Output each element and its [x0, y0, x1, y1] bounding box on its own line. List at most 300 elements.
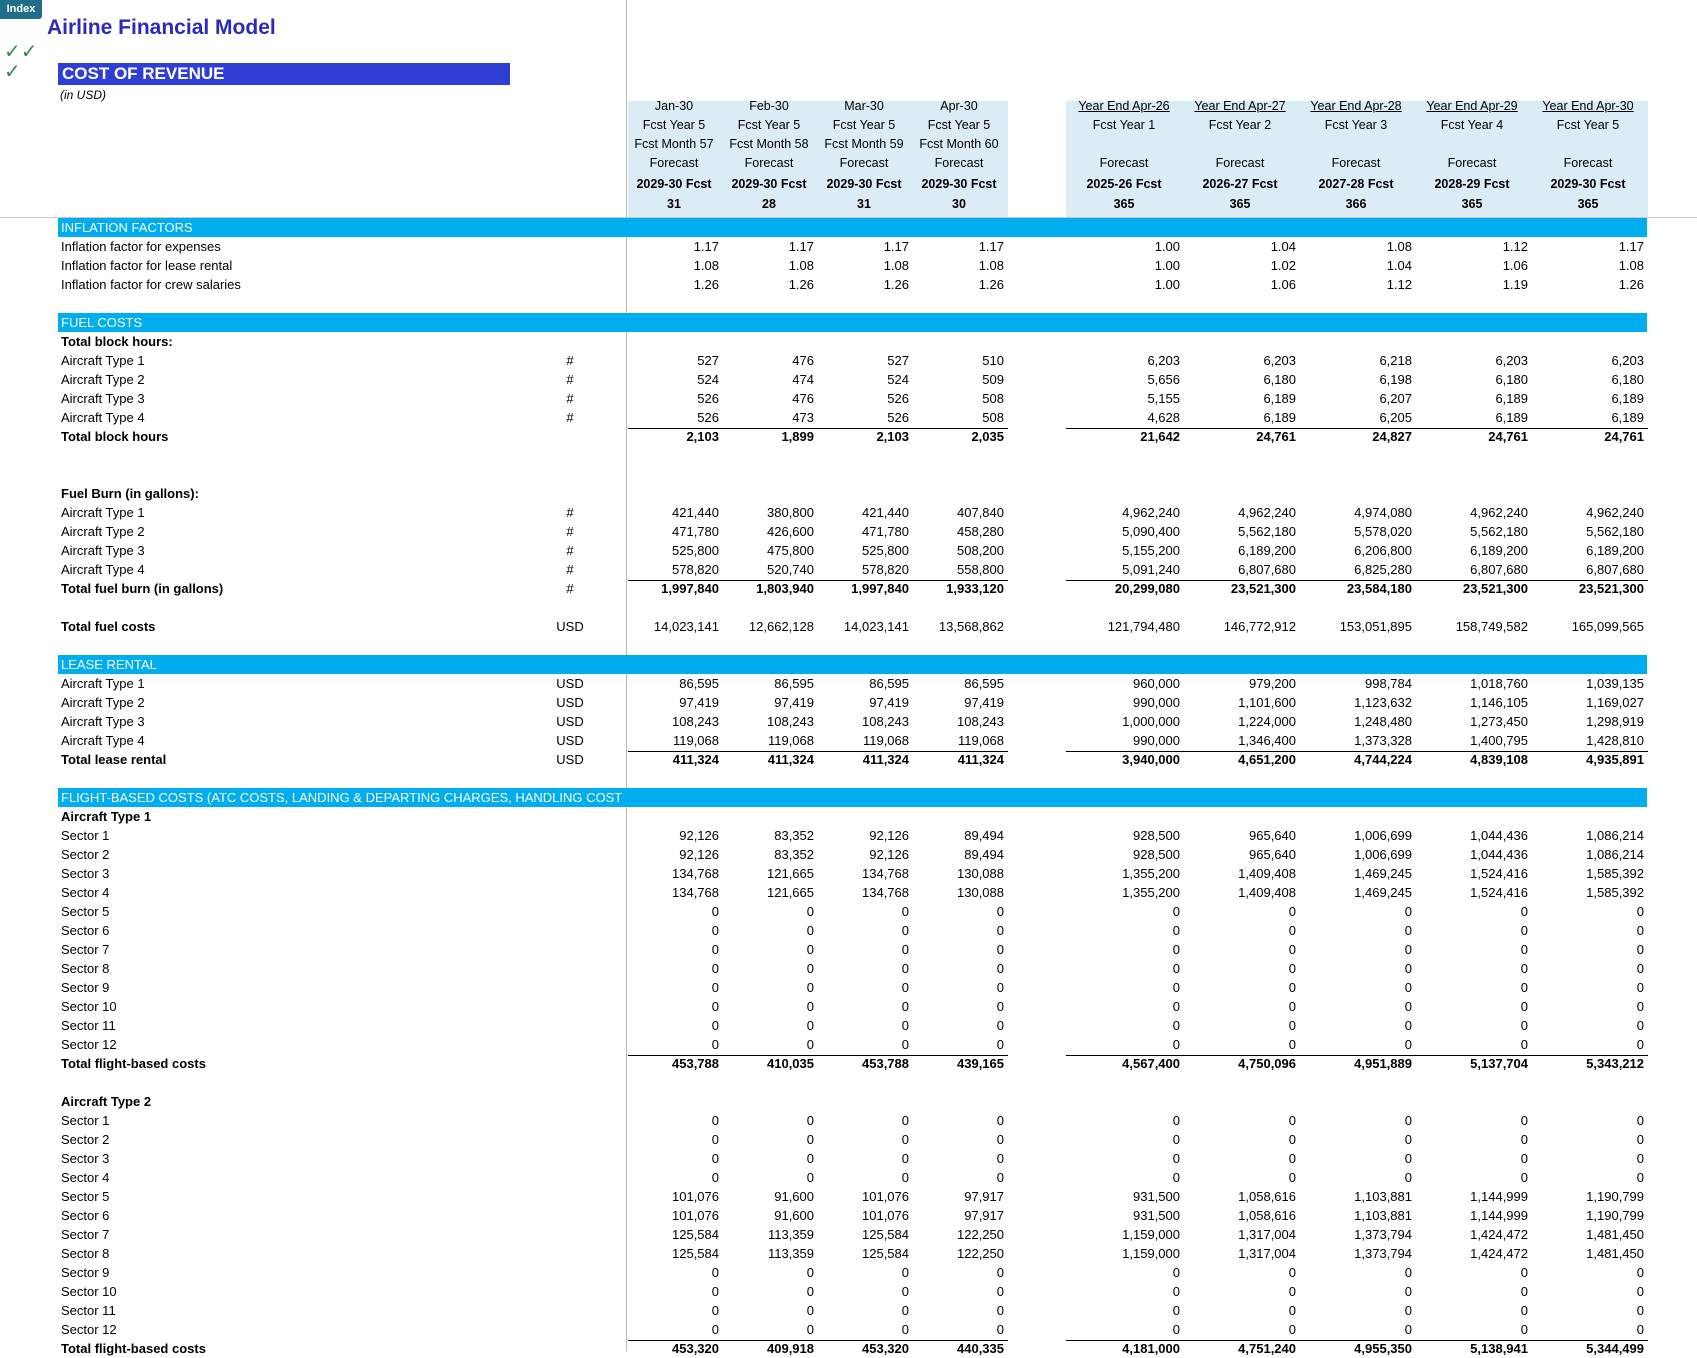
- value-cell[interactable]: 0: [1520, 1018, 1528, 1033]
- value-cell[interactable]: 4,750,096: [1238, 1056, 1296, 1071]
- value-cell[interactable]: 158,749,582: [1455, 619, 1528, 634]
- value-cell[interactable]: 0: [1636, 1037, 1644, 1052]
- value-cell[interactable]: 0: [1636, 1170, 1644, 1185]
- value-cell[interactable]: 97,917: [964, 1208, 1004, 1223]
- value-cell[interactable]: 0: [996, 1037, 1004, 1052]
- value-cell[interactable]: 0: [1520, 1170, 1528, 1185]
- value-cell[interactable]: 1,058,616: [1238, 1208, 1296, 1223]
- value-cell[interactable]: 5,656: [1147, 372, 1180, 387]
- value-cell[interactable]: 108,243: [767, 714, 814, 729]
- value-cell[interactable]: 931,500: [1133, 1189, 1180, 1204]
- value-cell[interactable]: 0: [711, 1037, 719, 1052]
- value-cell[interactable]: 4,974,080: [1354, 505, 1412, 520]
- value-cell[interactable]: 6,189: [1495, 410, 1528, 425]
- value-cell[interactable]: 1.19: [1502, 277, 1528, 292]
- value-cell[interactable]: 0: [1404, 1303, 1412, 1318]
- value-cell[interactable]: 525,800: [862, 543, 909, 558]
- value-cell[interactable]: 0: [711, 999, 719, 1014]
- value-cell[interactable]: 92,126: [679, 828, 719, 843]
- value-cell[interactable]: 1,039,135: [1586, 676, 1644, 691]
- value-cell[interactable]: 0: [1172, 980, 1180, 995]
- value-cell[interactable]: 411,324: [957, 752, 1004, 767]
- value-cell[interactable]: 89,494: [964, 847, 1004, 862]
- value-cell[interactable]: 0: [711, 942, 719, 957]
- value-cell[interactable]: 0: [1288, 923, 1296, 938]
- value-cell[interactable]: 0: [1404, 1113, 1412, 1128]
- value-cell[interactable]: 0: [1520, 1303, 1528, 1318]
- value-cell[interactable]: 0: [806, 1018, 814, 1033]
- value-cell[interactable]: 6,189: [1611, 410, 1644, 425]
- value-cell[interactable]: 1,006,699: [1354, 828, 1412, 843]
- value-cell[interactable]: 960,000: [1133, 676, 1180, 691]
- value-cell[interactable]: 1,524,416: [1470, 866, 1528, 881]
- value-cell[interactable]: 134,768: [672, 885, 719, 900]
- value-cell[interactable]: 108,243: [862, 714, 909, 729]
- value-cell[interactable]: 0: [1172, 1170, 1180, 1185]
- value-cell[interactable]: 1.17: [788, 239, 814, 254]
- value-cell[interactable]: 1,409,408: [1238, 866, 1296, 881]
- value-cell[interactable]: 4,962,240: [1470, 505, 1528, 520]
- value-cell[interactable]: 0: [901, 1113, 909, 1128]
- value-cell[interactable]: 125,584: [862, 1246, 909, 1261]
- value-cell[interactable]: 6,198: [1379, 372, 1412, 387]
- value-cell[interactable]: 6,807,680: [1238, 562, 1296, 577]
- value-cell[interactable]: 0: [1636, 1303, 1644, 1318]
- value-cell[interactable]: 6,825,280: [1354, 562, 1412, 577]
- value-cell[interactable]: 1,298,919: [1586, 714, 1644, 729]
- value-cell[interactable]: 0: [711, 980, 719, 995]
- value-cell[interactable]: 0: [806, 1037, 814, 1052]
- value-cell[interactable]: 91,600: [774, 1208, 814, 1223]
- value-cell[interactable]: 5,138,941: [1470, 1341, 1528, 1356]
- value-cell[interactable]: 134,768: [862, 885, 909, 900]
- value-cell[interactable]: 5,090,400: [1122, 524, 1180, 539]
- value-cell[interactable]: 0: [1636, 904, 1644, 919]
- value-cell[interactable]: 0: [996, 999, 1004, 1014]
- value-cell[interactable]: 0: [711, 961, 719, 976]
- value-cell[interactable]: 119,068: [767, 733, 814, 748]
- value-cell[interactable]: 0: [1636, 1265, 1644, 1280]
- value-cell[interactable]: 0: [996, 1170, 1004, 1185]
- value-cell[interactable]: 4,935,891: [1586, 752, 1644, 767]
- value-cell[interactable]: 0: [806, 923, 814, 938]
- value-cell[interactable]: 0: [1404, 1151, 1412, 1166]
- value-cell[interactable]: 0: [1520, 923, 1528, 938]
- value-cell[interactable]: 101,076: [862, 1208, 909, 1223]
- value-cell[interactable]: 0: [1636, 923, 1644, 938]
- value-cell[interactable]: 1.17: [883, 239, 909, 254]
- value-cell[interactable]: 1,355,200: [1122, 866, 1180, 881]
- value-cell[interactable]: 0: [806, 999, 814, 1014]
- value-cell[interactable]: 101,076: [862, 1189, 909, 1204]
- value-cell[interactable]: 2,103: [876, 429, 909, 444]
- value-cell[interactable]: 526: [697, 410, 719, 425]
- value-cell[interactable]: 1,373,794: [1354, 1246, 1412, 1261]
- value-cell[interactable]: 1,469,245: [1354, 885, 1412, 900]
- value-cell[interactable]: 113,359: [767, 1246, 814, 1261]
- value-cell[interactable]: 83,352: [774, 847, 814, 862]
- value-cell[interactable]: 0: [806, 1151, 814, 1166]
- value-cell[interactable]: 0: [1404, 942, 1412, 957]
- value-cell[interactable]: 1,585,392: [1586, 885, 1644, 900]
- value-cell[interactable]: 83,352: [774, 828, 814, 843]
- value-cell[interactable]: 1,899: [781, 429, 814, 444]
- value-cell[interactable]: 0: [1172, 961, 1180, 976]
- value-cell[interactable]: 0: [711, 1322, 719, 1337]
- value-cell[interactable]: 6,206,800: [1354, 543, 1412, 558]
- value-cell[interactable]: 0: [996, 1132, 1004, 1147]
- value-cell[interactable]: 0: [901, 1265, 909, 1280]
- value-cell[interactable]: 931,500: [1133, 1208, 1180, 1223]
- value-cell[interactable]: 24,761: [1488, 429, 1528, 444]
- value-cell[interactable]: 525,800: [672, 543, 719, 558]
- value-cell[interactable]: 6,180: [1611, 372, 1644, 387]
- value-cell[interactable]: 526: [887, 391, 909, 406]
- value-cell[interactable]: 0: [1172, 1265, 1180, 1280]
- value-cell[interactable]: 0: [901, 1037, 909, 1052]
- value-cell[interactable]: 1.08: [978, 258, 1004, 273]
- value-cell[interactable]: 6,218: [1379, 353, 1412, 368]
- value-cell[interactable]: 0: [1520, 1037, 1528, 1052]
- value-cell[interactable]: 6,807,680: [1586, 562, 1644, 577]
- value-cell[interactable]: 0: [1404, 961, 1412, 976]
- value-cell[interactable]: 0: [1288, 999, 1296, 1014]
- value-cell[interactable]: 558,800: [957, 562, 1004, 577]
- value-cell[interactable]: 6,189: [1495, 391, 1528, 406]
- value-cell[interactable]: 965,640: [1249, 847, 1296, 862]
- value-cell[interactable]: 0: [1288, 980, 1296, 995]
- value-cell[interactable]: 1,273,450: [1470, 714, 1528, 729]
- value-cell[interactable]: 4,962,240: [1122, 505, 1180, 520]
- value-cell[interactable]: 0: [1172, 942, 1180, 957]
- value-cell[interactable]: 101,076: [672, 1208, 719, 1223]
- value-cell[interactable]: 0: [1404, 1265, 1412, 1280]
- value-cell[interactable]: 6,180: [1495, 372, 1528, 387]
- value-cell[interactable]: 1,169,027: [1586, 695, 1644, 710]
- value-cell[interactable]: 5,343,212: [1586, 1056, 1644, 1071]
- value-cell[interactable]: 2,103: [686, 429, 719, 444]
- value-cell[interactable]: 14,023,141: [843, 619, 909, 634]
- value-cell[interactable]: 0: [806, 1303, 814, 1318]
- value-cell[interactable]: 97,419: [964, 695, 1004, 710]
- value-cell[interactable]: 6,180: [1263, 372, 1296, 387]
- value-cell[interactable]: 153,051,895: [1339, 619, 1412, 634]
- value-cell[interactable]: 0: [996, 961, 1004, 976]
- value-cell[interactable]: 23,521,300: [1230, 581, 1296, 596]
- value-cell[interactable]: 0: [1636, 961, 1644, 976]
- value-cell[interactable]: 1.04: [1270, 239, 1296, 254]
- value-cell[interactable]: 471,780: [672, 524, 719, 539]
- value-cell[interactable]: 0: [1636, 1132, 1644, 1147]
- value-cell[interactable]: 0: [1636, 1322, 1644, 1337]
- value-cell[interactable]: 1,585,392: [1586, 866, 1644, 881]
- value-cell[interactable]: 476: [792, 391, 814, 406]
- value-cell[interactable]: 965,640: [1249, 828, 1296, 843]
- value-cell[interactable]: 97,419: [869, 695, 909, 710]
- value-cell[interactable]: 86,595: [679, 676, 719, 691]
- value-cell[interactable]: 0: [901, 904, 909, 919]
- value-cell[interactable]: 440,335: [957, 1341, 1004, 1356]
- value-cell[interactable]: 0: [1520, 980, 1528, 995]
- value-cell[interactable]: 6,203: [1495, 353, 1528, 368]
- value-cell[interactable]: 0: [901, 923, 909, 938]
- value-cell[interactable]: 578,820: [672, 562, 719, 577]
- value-cell[interactable]: 6,189: [1263, 410, 1296, 425]
- value-cell[interactable]: 407,840: [957, 505, 1004, 520]
- value-cell[interactable]: 0: [1404, 923, 1412, 938]
- value-cell[interactable]: 0: [806, 1170, 814, 1185]
- value-cell[interactable]: 0: [806, 1284, 814, 1299]
- value-cell[interactable]: 0: [1172, 1284, 1180, 1299]
- value-cell[interactable]: 0: [1288, 1170, 1296, 1185]
- value-cell[interactable]: 2,035: [971, 429, 1004, 444]
- value-cell[interactable]: 0: [1636, 1018, 1644, 1033]
- value-cell[interactable]: 1,058,616: [1238, 1189, 1296, 1204]
- value-cell[interactable]: 1.06: [1270, 277, 1296, 292]
- value-cell[interactable]: 4,839,108: [1470, 752, 1528, 767]
- value-cell[interactable]: 453,320: [672, 1341, 719, 1356]
- value-cell[interactable]: 1,159,000: [1122, 1227, 1180, 1242]
- value-cell[interactable]: 526: [697, 391, 719, 406]
- value-cell[interactable]: 0: [996, 980, 1004, 995]
- value-cell[interactable]: 0: [901, 1018, 909, 1033]
- value-cell[interactable]: 0: [901, 980, 909, 995]
- value-cell[interactable]: 0: [1172, 1303, 1180, 1318]
- value-cell[interactable]: 4,951,889: [1354, 1056, 1412, 1071]
- value-cell[interactable]: 1,933,120: [946, 581, 1004, 596]
- value-cell[interactable]: 1.26: [693, 277, 719, 292]
- value-cell[interactable]: 12,662,128: [748, 619, 814, 634]
- value-cell[interactable]: 23,521,300: [1462, 581, 1528, 596]
- value-cell[interactable]: 471,780: [862, 524, 909, 539]
- value-cell[interactable]: 0: [1636, 999, 1644, 1014]
- value-cell[interactable]: 474: [792, 372, 814, 387]
- value-cell[interactable]: 89,494: [964, 828, 1004, 843]
- value-cell[interactable]: 410,035: [767, 1056, 814, 1071]
- value-cell[interactable]: 1.17: [1618, 239, 1644, 254]
- value-cell[interactable]: 1,424,472: [1470, 1227, 1528, 1242]
- value-cell[interactable]: 453,320: [862, 1341, 909, 1356]
- value-cell[interactable]: 0: [996, 1018, 1004, 1033]
- value-cell[interactable]: 0: [1636, 1113, 1644, 1128]
- value-cell[interactable]: 0: [996, 1303, 1004, 1318]
- value-cell[interactable]: 5,578,020: [1354, 524, 1412, 539]
- value-cell[interactable]: 6,189,200: [1470, 543, 1528, 558]
- value-cell[interactable]: 928,500: [1133, 828, 1180, 843]
- value-cell[interactable]: 0: [1520, 1322, 1528, 1337]
- value-cell[interactable]: 0: [1172, 1322, 1180, 1337]
- value-cell[interactable]: 1,144,999: [1470, 1208, 1528, 1223]
- value-cell[interactable]: 0: [711, 1132, 719, 1147]
- value-cell[interactable]: 1,044,436: [1470, 828, 1528, 843]
- value-cell[interactable]: 122,250: [957, 1246, 1004, 1261]
- value-cell[interactable]: 0: [1288, 1037, 1296, 1052]
- value-cell[interactable]: 125,584: [672, 1246, 719, 1261]
- value-cell[interactable]: 24,761: [1604, 429, 1644, 444]
- value-cell[interactable]: 1.08: [788, 258, 814, 273]
- value-cell[interactable]: 928,500: [1133, 847, 1180, 862]
- value-cell[interactable]: 0: [996, 942, 1004, 957]
- value-cell[interactable]: 1.08: [1386, 239, 1412, 254]
- value-cell[interactable]: 4,955,350: [1354, 1341, 1412, 1356]
- value-cell[interactable]: 24,761: [1256, 429, 1296, 444]
- value-cell[interactable]: 119,068: [957, 733, 1004, 748]
- value-cell[interactable]: 0: [1404, 980, 1412, 995]
- value-cell[interactable]: 1.08: [693, 258, 719, 273]
- value-cell[interactable]: 165,099,565: [1571, 619, 1644, 634]
- value-cell[interactable]: 121,665: [767, 885, 814, 900]
- value-cell[interactable]: 0: [711, 1303, 719, 1318]
- value-cell[interactable]: 0: [1172, 1113, 1180, 1128]
- value-cell[interactable]: 6,207: [1379, 391, 1412, 406]
- value-cell[interactable]: 510: [982, 353, 1004, 368]
- value-cell[interactable]: 1,355,200: [1122, 885, 1180, 900]
- value-cell[interactable]: 121,665: [767, 866, 814, 881]
- value-cell[interactable]: 5,344,499: [1586, 1341, 1644, 1356]
- value-cell[interactable]: 1,159,000: [1122, 1246, 1180, 1261]
- value-cell[interactable]: 0: [1172, 1037, 1180, 1052]
- value-cell[interactable]: 1,224,000: [1238, 714, 1296, 729]
- value-cell[interactable]: 0: [1172, 904, 1180, 919]
- value-cell[interactable]: 1,190,799: [1586, 1208, 1644, 1223]
- value-cell[interactable]: 122,250: [957, 1227, 1004, 1242]
- value-cell[interactable]: 0: [1288, 1151, 1296, 1166]
- value-cell[interactable]: 979,200: [1249, 676, 1296, 691]
- value-cell[interactable]: 0: [1172, 999, 1180, 1014]
- value-cell[interactable]: 1,409,408: [1238, 885, 1296, 900]
- value-cell[interactable]: 0: [1636, 942, 1644, 957]
- value-cell[interactable]: 1,018,760: [1470, 676, 1528, 691]
- value-cell[interactable]: 1.06: [1502, 258, 1528, 273]
- value-cell[interactable]: 0: [1404, 904, 1412, 919]
- value-cell[interactable]: 0: [1636, 1284, 1644, 1299]
- value-cell[interactable]: 97,917: [964, 1189, 1004, 1204]
- value-cell[interactable]: 130,088: [957, 885, 1004, 900]
- value-cell[interactable]: 4,628: [1147, 410, 1180, 425]
- value-cell[interactable]: 0: [806, 942, 814, 957]
- value-cell[interactable]: 0: [1288, 1303, 1296, 1318]
- value-cell[interactable]: 0: [901, 1284, 909, 1299]
- value-cell[interactable]: 1,524,416: [1470, 885, 1528, 900]
- value-cell[interactable]: 91,600: [774, 1189, 814, 1204]
- value-cell[interactable]: 0: [1288, 942, 1296, 957]
- value-cell[interactable]: 0: [711, 1284, 719, 1299]
- value-cell[interactable]: 1,000,000: [1122, 714, 1180, 729]
- value-cell[interactable]: 92,126: [869, 828, 909, 843]
- value-cell[interactable]: 0: [996, 1322, 1004, 1337]
- value-cell[interactable]: 6,203: [1611, 353, 1644, 368]
- index-button[interactable]: Index: [0, 0, 42, 19]
- value-cell[interactable]: 508,200: [957, 543, 1004, 558]
- value-cell[interactable]: 0: [711, 1151, 719, 1166]
- value-cell[interactable]: 86,595: [869, 676, 909, 691]
- value-cell[interactable]: 101,076: [672, 1189, 719, 1204]
- value-cell[interactable]: 146,772,912: [1223, 619, 1296, 634]
- value-cell[interactable]: 508: [982, 391, 1004, 406]
- value-cell[interactable]: 97,419: [679, 695, 719, 710]
- value-cell[interactable]: 1,346,400: [1238, 733, 1296, 748]
- value-cell[interactable]: 1,373,794: [1354, 1227, 1412, 1242]
- value-cell[interactable]: 1.26: [883, 277, 909, 292]
- value-cell[interactable]: 125,584: [862, 1227, 909, 1242]
- value-cell[interactable]: 0: [1404, 1170, 1412, 1185]
- value-cell[interactable]: 97,419: [774, 695, 814, 710]
- value-cell[interactable]: 6,189: [1263, 391, 1296, 406]
- value-cell[interactable]: 0: [1404, 1018, 1412, 1033]
- value-cell[interactable]: 5,562,180: [1586, 524, 1644, 539]
- value-cell[interactable]: 578,820: [862, 562, 909, 577]
- value-cell[interactable]: 1.08: [1618, 258, 1644, 273]
- value-cell[interactable]: 0: [1520, 1113, 1528, 1128]
- value-cell[interactable]: 508: [982, 410, 1004, 425]
- value-cell[interactable]: 1,146,105: [1470, 695, 1528, 710]
- value-cell[interactable]: 0: [711, 1113, 719, 1128]
- value-cell[interactable]: 4,751,240: [1238, 1341, 1296, 1356]
- value-cell[interactable]: 520,740: [767, 562, 814, 577]
- value-cell[interactable]: 0: [1172, 923, 1180, 938]
- value-cell[interactable]: 92,126: [679, 847, 719, 862]
- value-cell[interactable]: 1.00: [1154, 277, 1180, 292]
- value-cell[interactable]: 113,359: [767, 1227, 814, 1242]
- value-cell[interactable]: 108,243: [672, 714, 719, 729]
- value-cell[interactable]: 0: [1288, 961, 1296, 976]
- value-cell[interactable]: 13,568,862: [938, 619, 1004, 634]
- value-cell[interactable]: 119,068: [672, 733, 719, 748]
- value-cell[interactable]: 0: [996, 1113, 1004, 1128]
- value-cell[interactable]: 6,189: [1611, 391, 1644, 406]
- value-cell[interactable]: 1,481,450: [1586, 1246, 1644, 1261]
- value-cell[interactable]: 0: [1520, 1132, 1528, 1147]
- value-cell[interactable]: 0: [901, 1322, 909, 1337]
- value-cell[interactable]: 0: [1172, 1132, 1180, 1147]
- value-cell[interactable]: 1,248,480: [1354, 714, 1412, 729]
- value-cell[interactable]: 1.12: [1386, 277, 1412, 292]
- value-cell[interactable]: 1.02: [1270, 258, 1296, 273]
- value-cell[interactable]: 0: [901, 999, 909, 1014]
- value-cell[interactable]: 1,123,632: [1354, 695, 1412, 710]
- value-cell[interactable]: 0: [1636, 1151, 1644, 1166]
- value-cell[interactable]: 0: [996, 1151, 1004, 1166]
- value-cell[interactable]: 0: [1404, 1132, 1412, 1147]
- value-cell[interactable]: 0: [1520, 961, 1528, 976]
- value-cell[interactable]: 0: [901, 1170, 909, 1185]
- value-cell[interactable]: 0: [901, 1132, 909, 1147]
- value-cell[interactable]: 134,768: [672, 866, 719, 881]
- value-cell[interactable]: 475,800: [767, 543, 814, 558]
- value-cell[interactable]: 0: [1404, 999, 1412, 1014]
- value-cell[interactable]: 0: [806, 1322, 814, 1337]
- value-cell[interactable]: 119,068: [862, 733, 909, 748]
- value-cell[interactable]: 5,137,704: [1470, 1056, 1528, 1071]
- value-cell[interactable]: 0: [1288, 1018, 1296, 1033]
- value-cell[interactable]: 86,595: [774, 676, 814, 691]
- value-cell[interactable]: 0: [711, 904, 719, 919]
- value-cell[interactable]: 6,203: [1263, 353, 1296, 368]
- value-cell[interactable]: 0: [1520, 1151, 1528, 1166]
- value-cell[interactable]: 524: [887, 372, 909, 387]
- value-cell[interactable]: 1,428,810: [1586, 733, 1644, 748]
- value-cell[interactable]: 4,962,240: [1238, 505, 1296, 520]
- value-cell[interactable]: 0: [1288, 1113, 1296, 1128]
- value-cell[interactable]: 1.00: [1154, 258, 1180, 273]
- value-cell[interactable]: 5,155: [1147, 391, 1180, 406]
- value-cell[interactable]: 426,600: [767, 524, 814, 539]
- value-cell[interactable]: 0: [806, 904, 814, 919]
- value-cell[interactable]: 411,324: [767, 752, 814, 767]
- value-cell[interactable]: 125,584: [672, 1227, 719, 1242]
- value-cell[interactable]: 4,651,200: [1238, 752, 1296, 767]
- value-cell[interactable]: 0: [1288, 1322, 1296, 1337]
